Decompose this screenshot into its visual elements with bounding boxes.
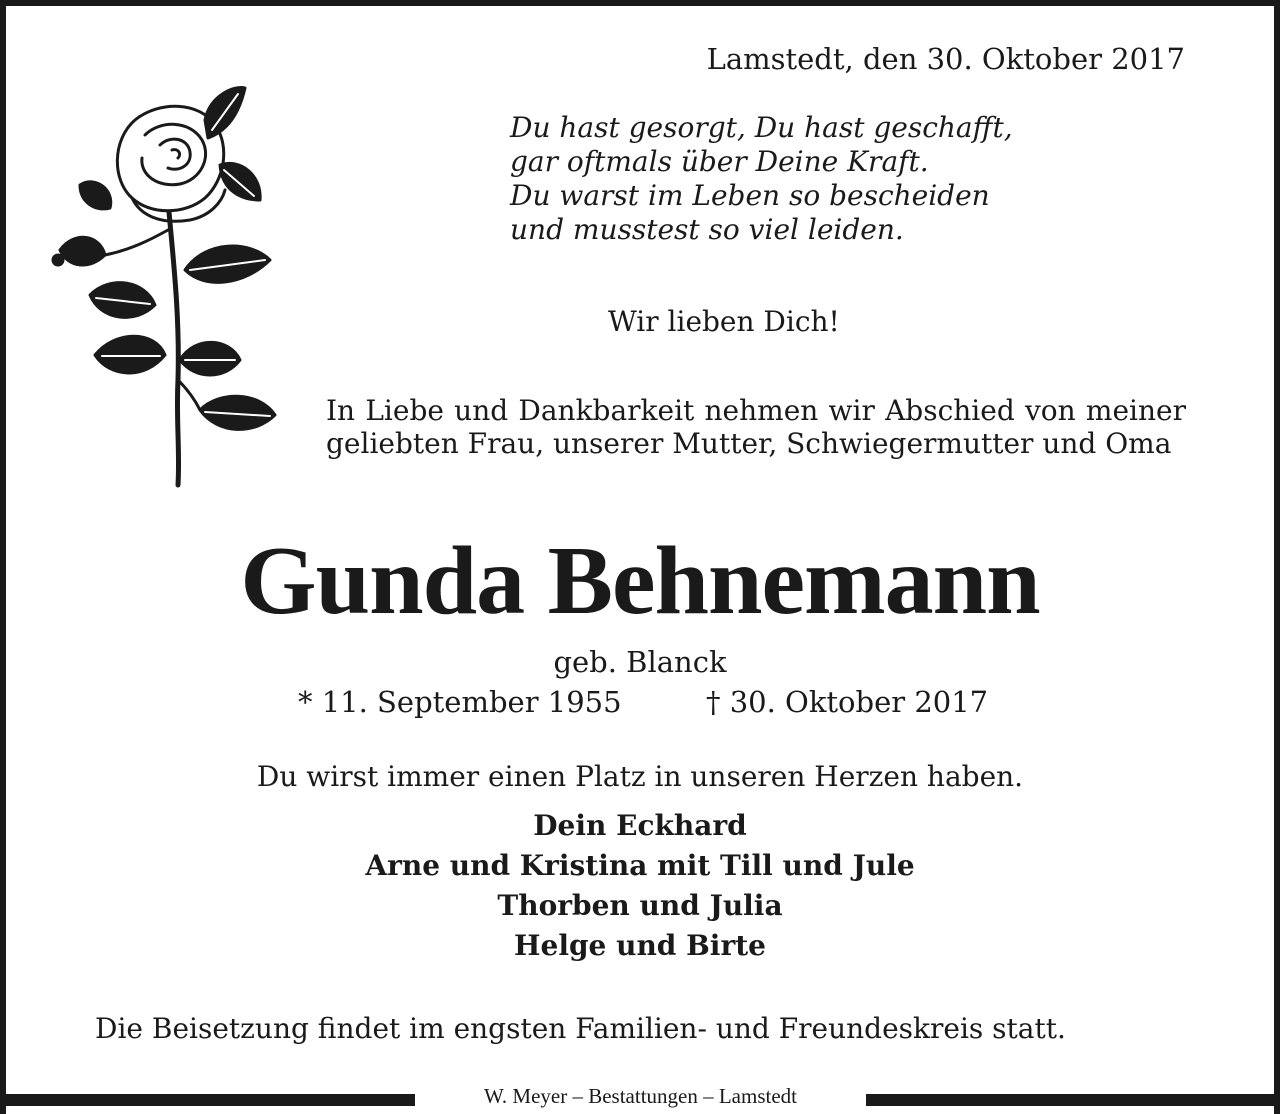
- family-member: Arne und Kristina mit Till und Jule: [365, 849, 915, 882]
- poem-line: und musstest so viel leiden.: [510, 213, 904, 246]
- family-list: [0, 806, 1280, 966]
- bottom-rule-right: [866, 1094, 1280, 1106]
- birth-name: geb. Blanck: [553, 645, 727, 679]
- burial-note: Die Beisetzung findet im engsten Familien- und Freundeskreis statt.: [95, 1012, 1066, 1045]
- rose-icon: [40, 80, 290, 490]
- family-member: Thorben und Julia: [497, 889, 783, 922]
- intro-text: In Liebe und Dankbarkeit nehmen wir Abschied von meiner geliebten Frau, unserer Mutter, Schwiegermutter und Oma: [326, 394, 1186, 460]
- bottom-rule-left: [0, 1094, 415, 1106]
- poem-line: Du warst im Leben so bescheiden: [510, 179, 990, 212]
- place-date: Lamstedt, den 30. Oktober 2017: [706, 42, 1185, 76]
- death-date: † 30. Oktober 2017: [706, 685, 989, 719]
- deceased-name: Gunda Behnemann: [240, 527, 1040, 635]
- family-member: Dein Eckhard: [533, 809, 747, 842]
- poem-line: Du hast gesorgt, Du hast geschafft,: [510, 111, 1013, 144]
- footer-undertaker: W. Meyer – Bestattungen – Lamstedt: [484, 1084, 797, 1108]
- poem: [510, 111, 1013, 247]
- poem-line: gar oftmals über Deine Kraft.: [510, 145, 929, 178]
- love-line: Wir lieben Dich!: [608, 305, 840, 338]
- memorial-sentence: Du wirst immer einen Platz in unseren Herzen haben.: [256, 760, 1024, 793]
- birth-date: * 11. September 1955: [298, 685, 622, 719]
- family-member: Helge und Birte: [514, 929, 766, 962]
